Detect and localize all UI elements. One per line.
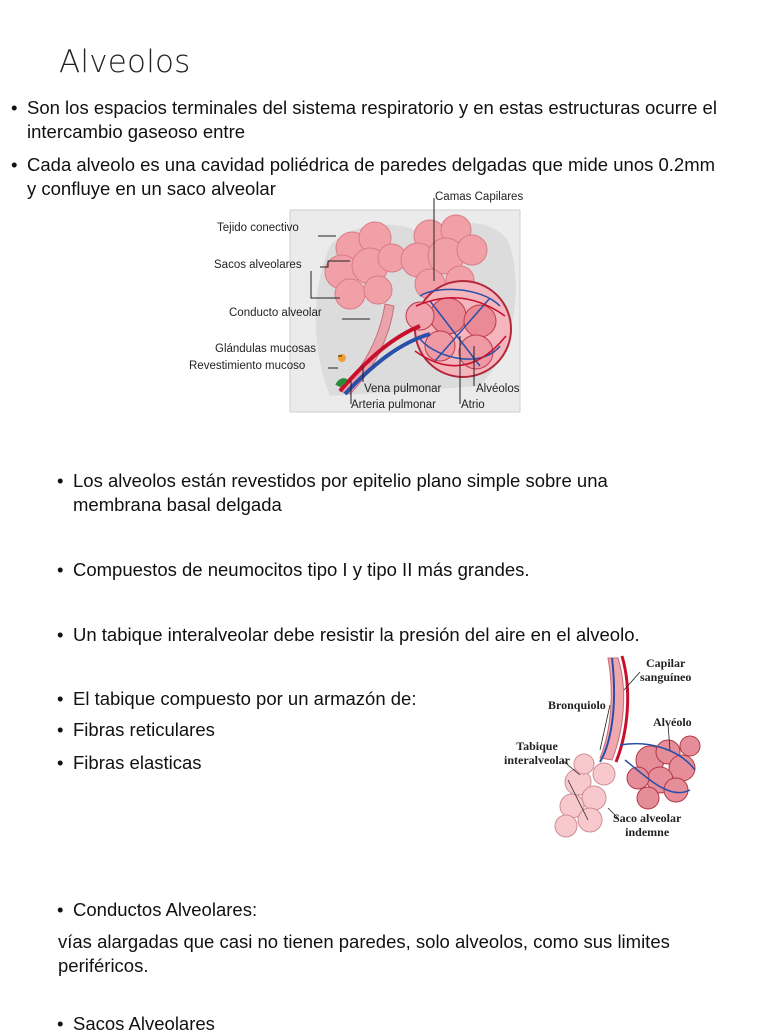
bullet-dot: • [11, 97, 18, 118]
body-bullet-1 [57, 469, 697, 517]
body-bullet-2 [57, 558, 757, 582]
label-tabique-line2: interalveolar [504, 753, 570, 767]
body-bullet-2-text: Compuestos de neumocitos tipo I y tipo II más grandes. [73, 559, 530, 580]
label-saco-line1: Saco alveolar [613, 811, 682, 825]
label-alveolo: Alvéolo [653, 715, 692, 729]
label-capilar-line1: Capilar [646, 656, 686, 670]
lung-anatomy-figure [180, 186, 540, 418]
label-arteria-pulmonar: Arteria pulmonar [351, 399, 437, 411]
intro-bullet-1-text: Son los espacios terminales del sistema respiratorio y en estas estructuras ocurre el intercambio gaseoso entre [27, 97, 717, 142]
bronchiole-figure [500, 650, 715, 845]
body-bullet-5-text: Fibras reticulares [73, 719, 215, 740]
label-revestimiento-mucoso: Revestimiento mucoso [189, 360, 306, 372]
body-bullet-1-text: Los alveolos están revestidos por epitelio plano simple sobre una membrana basal delgada [73, 470, 608, 515]
label-tabique [504, 739, 570, 767]
label-glandulas-mucosas: Glándulas mucosas [215, 343, 316, 355]
intro-bullet-1 [11, 96, 721, 144]
conductos-bullet [57, 898, 457, 922]
label-sacos-alveolares: Sacos alveolares [214, 259, 302, 271]
bullet-dot: • [11, 154, 18, 175]
label-capilar [640, 656, 691, 684]
bullet-dot: • [57, 1013, 64, 1034]
conductos-bullet-text: Conductos Alveolares: [73, 899, 258, 920]
body-bullet-4 [57, 687, 477, 711]
body-bullet-6-text: Fibras elasticas [73, 752, 202, 773]
label-capilar-line2: sanguíneo [640, 670, 692, 684]
bullet-dot: • [57, 899, 64, 920]
label-atrio: Atrio [461, 399, 485, 411]
bullet-dot: • [57, 752, 64, 773]
bullet-dot: • [57, 470, 64, 491]
intro-bullet-2-text: Cada alveolo es una cavidad poliédrica de paredes delgadas que mide unos 0.2mm y confluye en un saco alveolar [27, 154, 716, 199]
sacos-bullet-cut [57, 1012, 457, 1036]
label-bronquiolo: Bronquiolo [548, 698, 606, 712]
label-vena-pulmonar: Vena pulmonar [364, 383, 442, 395]
label-tejido-conectivo: Tejido conectivo [217, 222, 299, 234]
label-saco-alveolar [613, 811, 681, 839]
bullet-dot: • [57, 624, 64, 645]
label-conducto-alveolar: Conducto alveolar [229, 307, 322, 319]
bullet-dot: • [57, 559, 64, 580]
page-title: Alveolos [59, 44, 191, 80]
label-saco-line2: indemne [625, 825, 670, 839]
sacos-bullet-text: Sacos Alveolares [73, 1013, 215, 1034]
body-bullet-3 [57, 623, 762, 647]
body-bullet-4-text: El tabique compuesto por un armazón de: [73, 688, 417, 709]
body-bullet-5 [57, 718, 477, 742]
label-camas-capilares: Camas Capilares [435, 191, 524, 203]
bullet-dot: • [57, 688, 64, 709]
bullet-dot: • [57, 719, 64, 740]
conductos-description: vías alargadas que casi no tienen paredes, solo alveolos, como sus limites periféricos. [58, 931, 670, 976]
label-alveolos: Alvéolos [476, 383, 520, 395]
label-tabique-line1: Tabique [516, 739, 558, 753]
body-bullet-6 [57, 751, 477, 775]
body-bullet-3-text: Un tabique interalveolar debe resistir la presión del aire en el alveolo. [73, 624, 640, 645]
